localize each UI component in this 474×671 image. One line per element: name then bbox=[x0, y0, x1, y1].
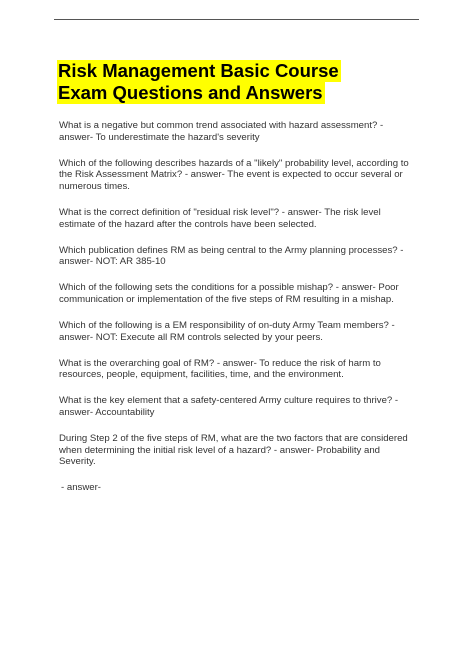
qa-item-trailing: - answer- bbox=[61, 482, 101, 494]
qa-list bbox=[59, 120, 419, 508]
qa-item: What is the key element that a safety-centered Army culture requires to thrive? - answer- Accountability bbox=[59, 395, 399, 418]
title-line-1: Risk Management Basic Course bbox=[58, 60, 339, 81]
document-title bbox=[57, 60, 387, 104]
qa-item: What is the correct definition of "residual risk level"? - answer- The risk level estimate of the hazard after the controls have been selected. bbox=[59, 206, 381, 230]
qa-item: What is a negative but common trend associated with hazard assessment? - answer- To underestimate the hazard's severity bbox=[59, 120, 384, 143]
qa-item: Which of the following is a EM responsibility of on-duty Army Team members? - answer- NOT: Execute all RM controls selected by your peers. bbox=[59, 320, 395, 343]
qa-item: Which of the following describes hazards of a "likely" probability level, according to the Risk Assessment Matrix? - answer- The event is expected to occur several or numerous times. bbox=[59, 157, 409, 192]
top-divider bbox=[54, 19, 419, 20]
qa-item: What is the overarching goal of RM? - answer- To reduce the risk of harm to resources, people, equipment, facilities, time, and the environment. bbox=[59, 357, 381, 381]
qa-item: Which of the following sets the conditions for a possible mishap? - answer- Poor communication or implementation of the five steps of RM resulting in a mishap. bbox=[59, 282, 399, 305]
title-line-2: Exam Questions and Answers bbox=[58, 82, 323, 103]
qa-item: Which publication defines RM as being central to the Army planning processes? - answer- NOT: AR 385-10 bbox=[59, 244, 404, 268]
qa-item: During Step 2 of the five steps of RM, what are the two factors that are considered when determining the initial risk level of a hazard? - answer- Probability and Severity. bbox=[59, 433, 408, 468]
